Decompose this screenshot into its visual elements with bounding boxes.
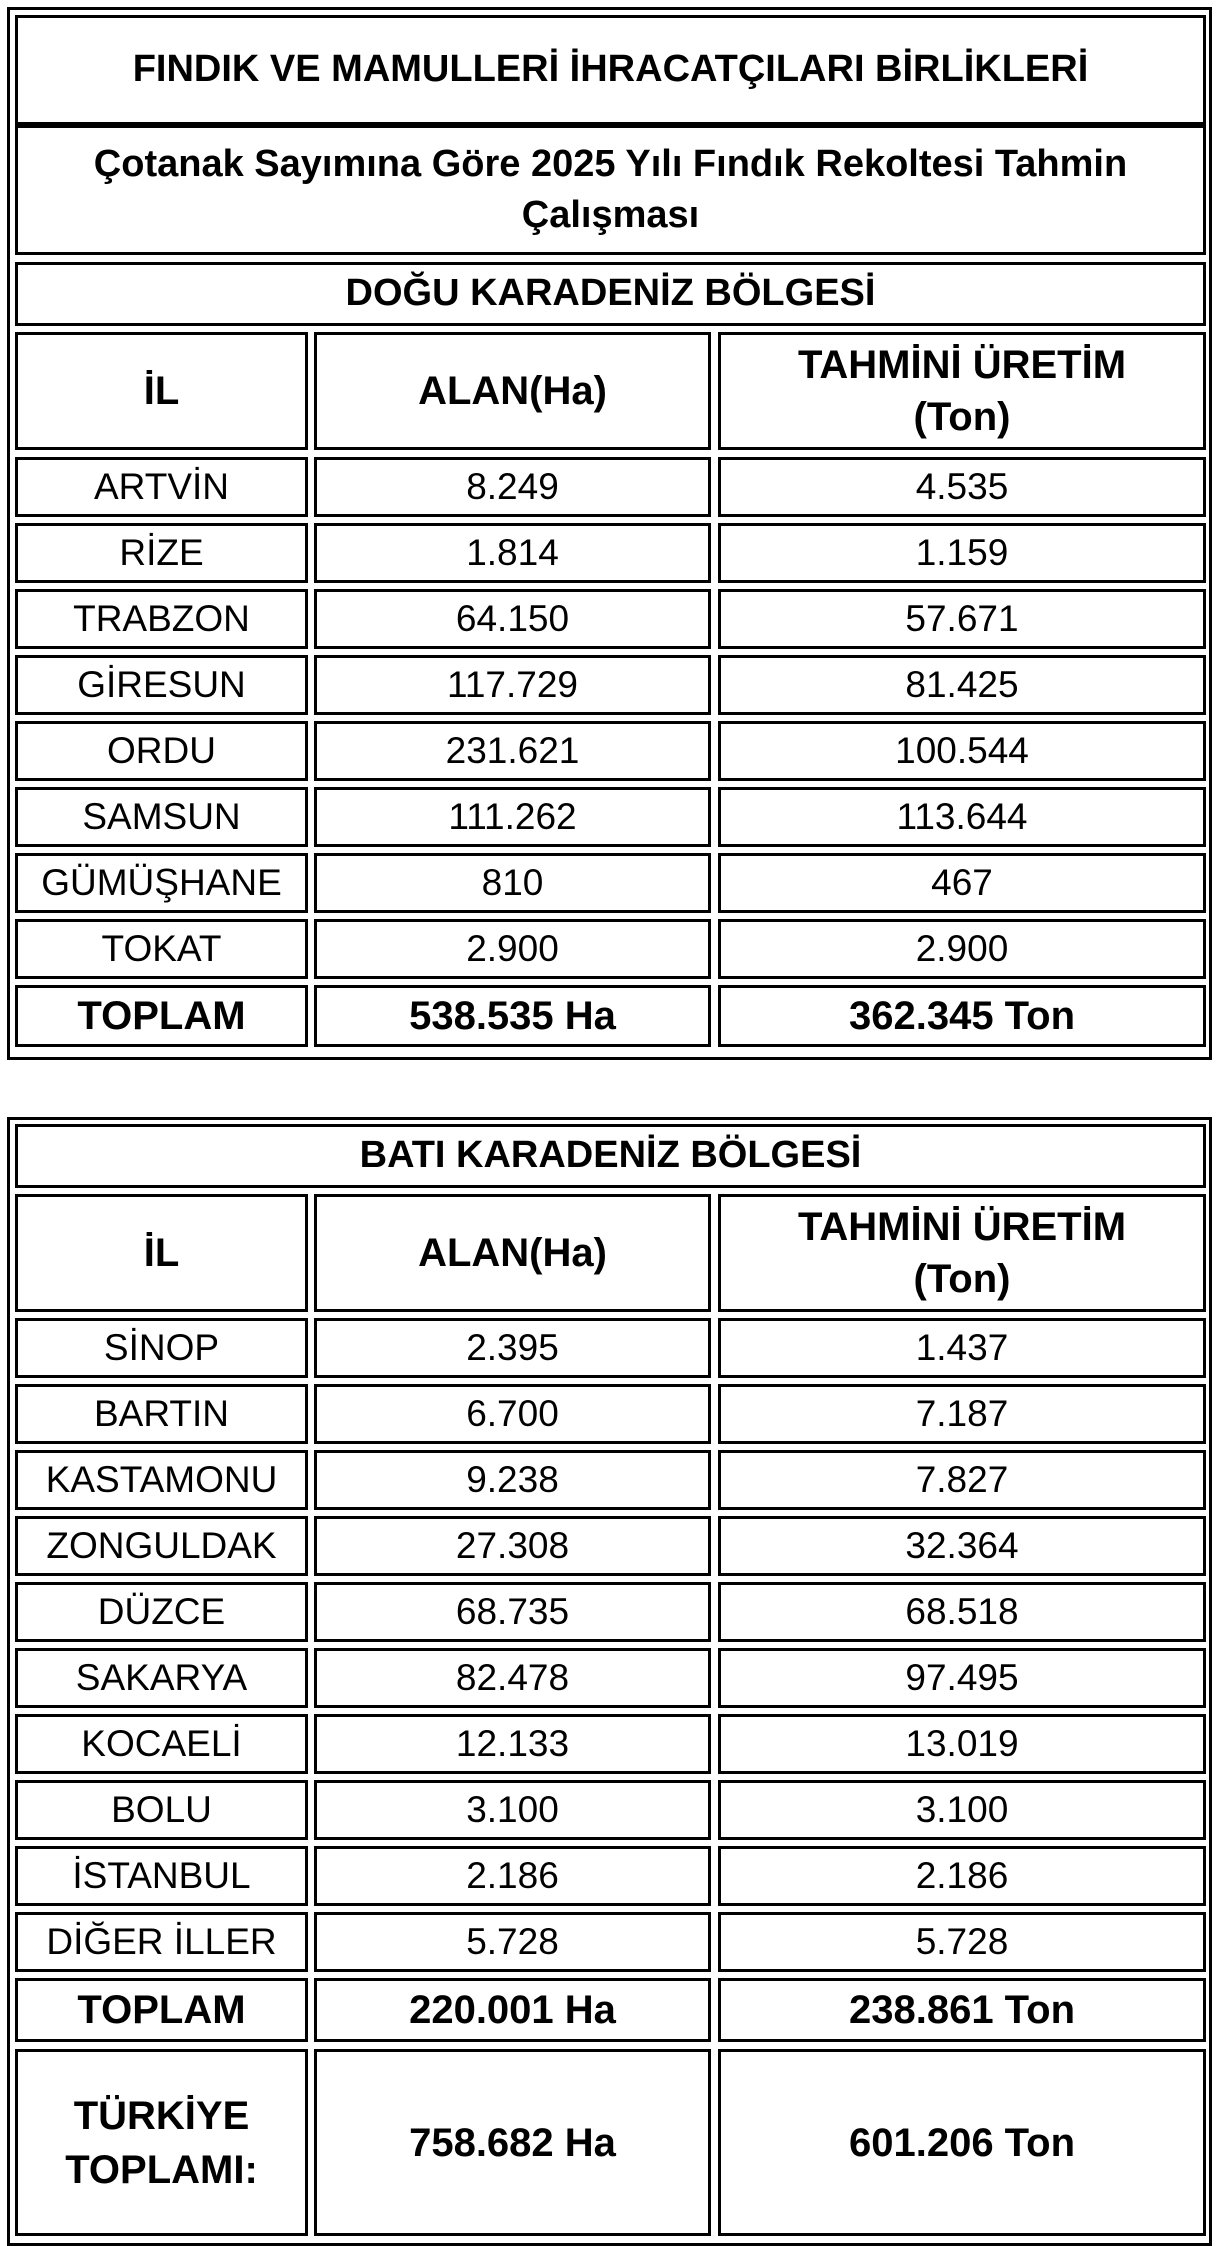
bati-row-uretim: 68.518 xyxy=(718,1582,1206,1642)
page-title: FINDIK VE MAMULLERİ İHRACATÇILARI BİRLİKLERİ xyxy=(132,48,1089,91)
bati-row-alan: 68.735 xyxy=(314,1582,711,1642)
dogu-row-il: TOKAT xyxy=(15,919,308,979)
bati-row-alan: 82.478 xyxy=(314,1648,711,1708)
dogu-row-uretim: 57.671 xyxy=(718,589,1206,649)
turkiye-total-alan: 758.682 Ha xyxy=(314,2049,711,2236)
dogu-total-label: TOPLAM xyxy=(15,985,308,1047)
dogu-row-alan: 111.262 xyxy=(314,787,711,847)
title-cell xyxy=(15,15,1206,125)
col-alan-label: ALAN(Ha) xyxy=(418,369,607,413)
bati-row-il: BARTIN xyxy=(15,1384,308,1444)
page-subtitle: Çotanak Sayımına Göre 2025 Yılı Fındık Rekoltesi Tahmin Çalışması xyxy=(93,142,1128,236)
dogu-col-alan xyxy=(314,332,711,450)
bati-region-header xyxy=(15,1124,1206,1188)
dogu-row-il: SAMSUN xyxy=(15,787,308,847)
bati-row-alan: 6.700 xyxy=(314,1384,711,1444)
bati-row-il: SAKARYA xyxy=(15,1648,308,1708)
dogu-col-il xyxy=(15,332,308,450)
bati-row-uretim: 3.100 xyxy=(718,1780,1206,1840)
bati-row-alan: 27.308 xyxy=(314,1516,711,1576)
bati-row-uretim: 7.827 xyxy=(718,1450,1206,1510)
bati-row-il: KOCAELİ xyxy=(15,1714,308,1774)
dogu-row-alan: 64.150 xyxy=(314,589,711,649)
bati-col-il xyxy=(15,1194,308,1312)
dogu-row-alan: 810 xyxy=(314,853,711,913)
dogu-row-uretim: 100.544 xyxy=(718,721,1206,781)
bati-total-uretim: 238.861 Ton xyxy=(718,1978,1206,2042)
bati-total-label: TOPLAM xyxy=(15,1978,308,2042)
dogu-region-label: DOĞU KARADENİZ BÖLGESİ xyxy=(345,272,876,315)
dogu-row-il: TRABZON xyxy=(15,589,308,649)
dogu-row-uretim: 113.644 xyxy=(718,787,1206,847)
dogu-row-uretim: 1.159 xyxy=(718,523,1206,583)
bati-row-il: İSTANBUL xyxy=(15,1846,308,1906)
bati-row-uretim: 7.187 xyxy=(718,1384,1206,1444)
dogu-row-il: GİRESUN xyxy=(15,655,308,715)
bati-row-uretim: 5.728 xyxy=(718,1912,1206,1972)
bati-row-alan: 2.186 xyxy=(314,1846,711,1906)
dogu-row-uretim: 81.425 xyxy=(718,655,1206,715)
bati-row-il: BOLU xyxy=(15,1780,308,1840)
bati-row-alan: 9.238 xyxy=(314,1450,711,1510)
col-alan-label: ALAN(Ha) xyxy=(418,1231,607,1275)
dogu-row-il: RİZE xyxy=(15,523,308,583)
dogu-row-alan: 117.729 xyxy=(314,655,711,715)
col-il-label: İL xyxy=(143,1231,180,1275)
bati-col-uretim xyxy=(718,1194,1206,1312)
bati-row-alan: 5.728 xyxy=(314,1912,711,1972)
col-il-label: İL xyxy=(143,369,180,413)
dogu-row-il: ARTVİN xyxy=(15,457,308,517)
bati-row-il: ZONGULDAK xyxy=(15,1516,308,1576)
bati-row-il: DİĞER İLLER xyxy=(15,1912,308,1972)
dogu-row-uretim: 467 xyxy=(718,853,1206,913)
bati-row-il: SİNOP xyxy=(15,1318,308,1378)
bati-row-uretim: 1.437 xyxy=(718,1318,1206,1378)
col-uretim-label: TAHMİNİ ÜRETİM (Ton) xyxy=(797,1205,1127,1301)
dogu-total-alan: 538.535 Ha xyxy=(314,985,711,1047)
dogu-row-alan: 2.900 xyxy=(314,919,711,979)
bati-row-uretim: 2.186 xyxy=(718,1846,1206,1906)
col-uretim-label: TAHMİNİ ÜRETİM (Ton) xyxy=(797,343,1127,439)
turkiye-total-label: TÜRKİYE TOPLAMI: xyxy=(15,2049,308,2236)
dogu-row-uretim: 2.900 xyxy=(718,919,1206,979)
bati-total-alan: 220.001 Ha xyxy=(314,1978,711,2042)
turkiye-total-uretim: 601.206 Ton xyxy=(718,2049,1206,2236)
dogu-row-alan: 1.814 xyxy=(314,523,711,583)
dogu-region-header xyxy=(15,262,1206,326)
dogu-row-il: GÜMÜŞHANE xyxy=(15,853,308,913)
subtitle-cell xyxy=(15,125,1206,255)
bati-row-alan: 12.133 xyxy=(314,1714,711,1774)
bati-row-alan: 2.395 xyxy=(314,1318,711,1378)
bati-row-uretim: 32.364 xyxy=(718,1516,1206,1576)
bati-row-il: KASTAMONU xyxy=(15,1450,308,1510)
bati-row-uretim: 97.495 xyxy=(718,1648,1206,1708)
dogu-total-uretim: 362.345 Ton xyxy=(718,985,1206,1047)
bati-row-alan: 3.100 xyxy=(314,1780,711,1840)
bati-region-label: BATI KARADENİZ BÖLGESİ xyxy=(359,1134,862,1177)
bati-row-il: DÜZCE xyxy=(15,1582,308,1642)
dogu-row-alan: 231.621 xyxy=(314,721,711,781)
bati-col-alan xyxy=(314,1194,711,1312)
dogu-col-uretim xyxy=(718,332,1206,450)
bati-row-uretim: 13.019 xyxy=(718,1714,1206,1774)
dogu-row-uretim: 4.535 xyxy=(718,457,1206,517)
dogu-row-il: ORDU xyxy=(15,721,308,781)
dogu-row-alan: 8.249 xyxy=(314,457,711,517)
